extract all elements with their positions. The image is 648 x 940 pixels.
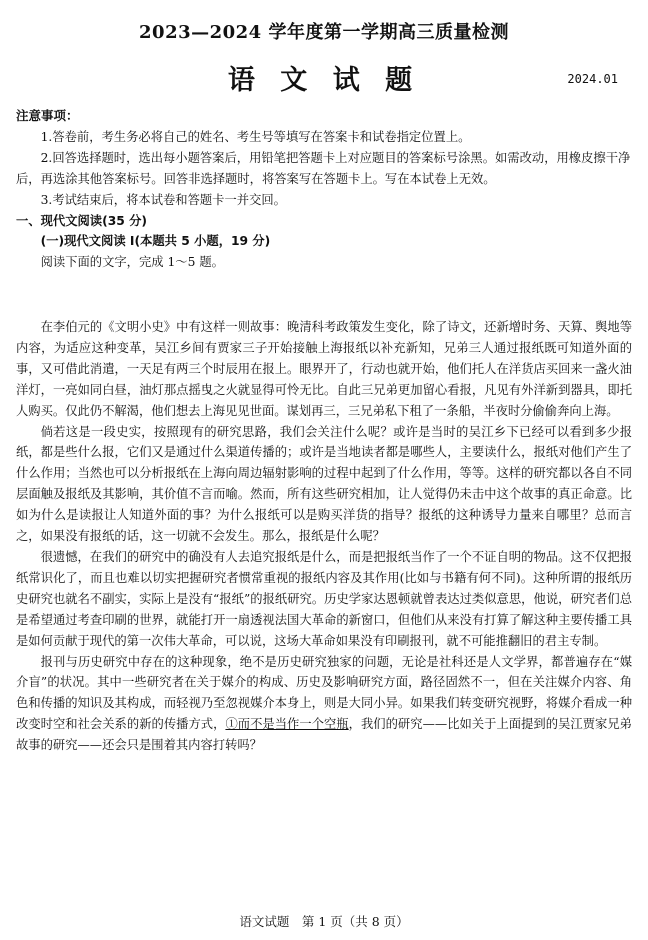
- subject-title: 语 文 试 题: [227, 65, 421, 96]
- passage-paragraph: 倘若这是一段史实，按照现有的研究思路，我们会关注什么呢？或许是当时的吴江乡下已经可以看到多少报纸，都是些什么报，它们又是通过什么渠道传播的；或许是当地读者都是哪些人，主要读什么，报纸对他们产生了什么作用；当然也可以分析报纸在上海向周边辐射影响的过程中起到了什么作用，等等。这样的研究都以各自不同层面触及报纸及其影响，其价值不言而喻。然而，所有这些研究相加，让人觉得仍未击中这个故事的真正命意。比如为什么是读报让人知道外面的事？为什么报纸可以是购买洋货的指导？报纸的这种诱导力量来自哪里？总而言之，如果没有报纸的话，这一切就不会发生。那么，报纸是什么呢？: [16, 424, 632, 544]
- passage-paragraph: 在李伯元的《文明小史》中有这样一则故事：晚清科考政策发生变化，除了诗文，还新增时务、天算、舆地等内容，为适应这种变革，吴江乡间有贾家三子开始接触上海报纸以补充新知，兄弟三人通过报纸既可知道外面的事，又可借此消遣，一天足有两三个时辰用在报上。眼界开了，行动也就开始，他们托人在洋货店买回来一盏火油洋灯，一亮如同白昼，油灯那点摇曳之火就显得可怜无比。自此三兄弟更加留心看报，凡见有外洋新到器具，即托人购买。仅此仍不解渴，他们想去上海见见世面。谋划再三，三兄弟私下租了一条船，半夜时分偷偷奔向上海。: [16, 320, 632, 418]
- notice-item: 2.回答选择题时，选出每小题答案后，用铅笔把答题卡上对应题目的答案标号涂黑。如需改动，用橡皮擦干净后，再选涂其他答案标号。回答非选择题时，将答案写在答题卡上。写在本试卷上无效。: [16, 150, 631, 186]
- notice-block: [16, 106, 632, 273]
- exam-date: 2024.01: [567, 72, 618, 86]
- page-footer: 语文试题 第 1 页（共 8 页）: [239, 914, 409, 929]
- reading-passage: [16, 317, 632, 756]
- reading-instruction: 阅读下面的文字，完成 1～5 题。: [40, 255, 224, 270]
- notice-item: 1.答卷前，考生务必将自己的姓名、考生号等填写在答案卡和试卷指定位置上。: [40, 129, 471, 144]
- exam-title: 2023—2024 学年度第一学期高三质量检测: [139, 22, 509, 43]
- passage-paragraph: [16, 652, 632, 757]
- subsection-title: (一)现代文阅读 I(本题共 5 小题，19 分): [40, 234, 271, 249]
- section-title: 一、现代文阅读(35 分): [16, 213, 148, 228]
- passage-text: ，我们的研究——比如关于上面提到的吴江贾家兄弟故事的研究——还会只是围着其内容打转吗？: [16, 717, 632, 753]
- notice-heading: 注意事项：: [16, 108, 79, 123]
- passage-paragraph: 很遗憾，在我们的研究中的确没有人去追究报纸是什么，而是把报纸当作了一个不证自明的物品。这不仅把报纸常识化了，而且也难以切实把握研究者惯常重视的报纸内容及其作用(比如与书籍有何不同)。这种所谓的报纸历史研究也就名不副实，实际上是没有“报纸”的报纸研究。历史学家达恩顿就曾表达过类似意思，他说，研究者们总是希望通过考查印刷的世界，就能打开一扇透视法国大革命的新窗口，但他们从来没有打算了解这种主要传播工具是如何贡献于现代的第一次伟大革命，可以说，这场大革命如果没有印刷报刊，就不可能推翻旧的君主专制。: [16, 549, 632, 648]
- notice-item: 3.考试结束后，将本试卷和答题卡一并交回。: [40, 192, 286, 207]
- underlined-sentence: ①而不是当作一个空瓶: [225, 717, 349, 732]
- passage-text: 报刊与历史研究中存在的这种现象，绝不是历史研究独家的问题，无论是社科还是人文学界，都普遍存在“媒介盲”的状况。其中一些研究者在关于媒介的构成、历史及影响研究方面，路径固然不一，但在关注媒介内容、角色和传播的知识及其构成，而轻视乃至忽视媒介本身上，则是大同小异。如果我们转变研究视野，将媒介看成一种改变时空和社会关系的新的传播方式，: [16, 654, 632, 732]
